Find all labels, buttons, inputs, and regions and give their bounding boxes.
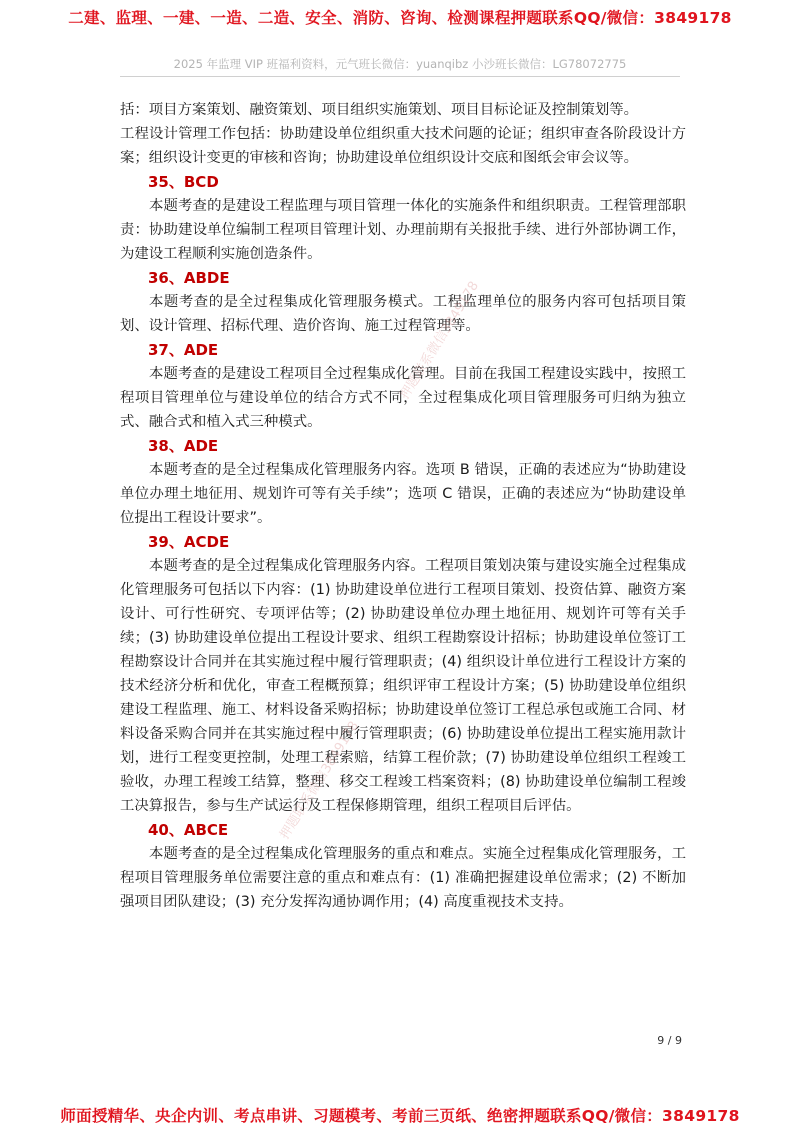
- answer-heading-35: 35、BCD: [148, 173, 219, 191]
- document-body: [120, 98, 686, 914]
- intro-paragraph-1: 括：项目方案策划、融资策划、项目组织实施策划、项目目标论证及控制策划等。: [120, 102, 639, 118]
- answer-heading-39: 39、ACDE: [148, 533, 230, 551]
- explanation-38: 本题考查的是全过程集成化管理服务内容。选项 B 错误，正确的表述应为“协助建设单位办理土地征用、规划许可等有关手续”；选项 C 错误，正确的表述应为“协助建设单位提出工程设计要求”。: [120, 462, 686, 526]
- explanation-37: 本题考查的是建设工程项目全过程集成化管理。目前在我国工程建设实践中，按照工程项目管理单位与建设单位的结合方式不同，全过程集成化项目管理服务可归纳为独立式、融合式和植入式三种模式。: [120, 366, 686, 430]
- header-divider: [120, 76, 680, 77]
- answer-heading-40: 40、ABCE: [148, 821, 229, 839]
- explanation-35: 本题考查的是建设工程监理与项目管理一体化的实施条件和组织职责。工程管理部职责：协助建设单位编制工程项目管理计划、办理前期有关报批手续、进行外部协调工作，为建设工程顺利实施创造条件。: [120, 198, 686, 262]
- explanation-39: 本题考查的是全过程集成化管理服务内容。工程项目策划决策与建设实施全过程集成化管理服务可包括以下内容：(1) 协助建设单位进行工程项目策划、投资估算、融资方案设计、可行性研究、专项评估等；(2) 协助建设单位办理土地征用、规划许可等有关手续；(3) 协助建设单位提出工程设计要求、组织工程勘察设计招标；协助建设单位签订工程勘察设计合同并在其实施过程中履行管理职责；(4) 组织设计单位进行工程设计方案的技术经济分析和优化，审查工程概预算；组织评审工程设计方案；(5) 协助建设单位组织建设工程监理、施工、材料设备采购招标；协助建设单位签订工程总承包或施工合同、材料设备采购合同并在其实施过程中履行管理职责；(6) 协助建设单位提出工程实施用款计划，进行工程变更控制，处理工程索赔，结算工程价款；(7) 协助建设单位组织工程竣工验收，办理工程竣工结算，整理、移交工程竣工档案资料；(8) 协助建设单位编制工程竣工决算报告，参与生产试运行及工程保修期管理，组织工程项目后评估。: [120, 558, 686, 814]
- watermark-lower: 押题联系微信3849178: [277, 718, 363, 843]
- bottom-promo-banner: 师面授精华、央企内训、考点串讲、习题模考、考前三页纸、绝密押题联系QQ/微信：3849178: [60, 1107, 740, 1125]
- answer-heading-36: 36、ABDE: [148, 269, 230, 287]
- explanation-36: 本题考查的是全过程集成化管理服务模式。工程监理单位的服务内容可包括项目策划、设计管理、招标代理、造价咨询、施工过程管理等。: [120, 294, 686, 334]
- answer-heading-38: 38、ADE: [148, 437, 219, 455]
- intro-paragraph-2: 工程设计管理工作包括：协助建设单位组织重大技术问题的论证；组织审查各阶段设计方案；组织设计变更的审核和咨询；协助建设单位组织设计交底和图纸会审会议等。: [120, 126, 686, 166]
- page-number: 9 / 9: [657, 1034, 682, 1047]
- top-promo-banner: 二建、监理、一建、一造、二造、安全、消防、咨询、检测课程押题联系QQ/微信：3849178: [68, 9, 732, 27]
- watermark-upper: 押题联系微信3849178: [397, 278, 483, 403]
- header-note: 2025 年监理 VIP 班福利资料，元气班长微信：yuanqibz 小沙班长微信：LG78072775: [173, 57, 627, 71]
- explanation-40: 本题考查的是全过程集成化管理服务的重点和难点。实施全过程集成化管理服务，工程项目管理服务单位需要注意的重点和难点有：(1) 准确把握建设单位需求；(2) 不断加强项目团队建设；(3) 充分发挥沟通协调作用；(4) 高度重视技术支持。: [120, 846, 686, 910]
- answer-heading-37: 37、ADE: [148, 341, 219, 359]
